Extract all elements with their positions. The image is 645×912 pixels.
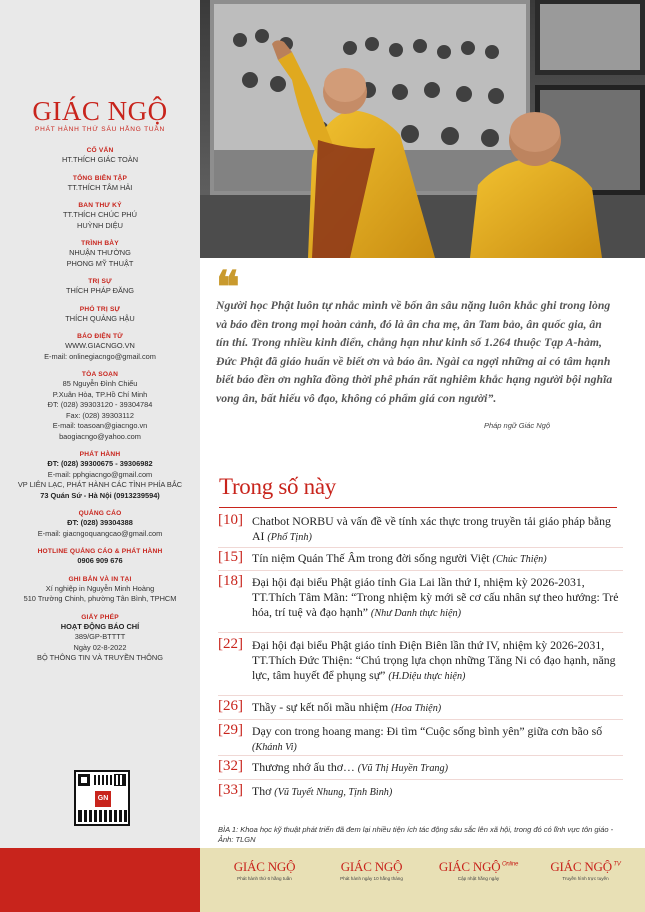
qr-logo: GN: [95, 791, 111, 807]
credit-section: [0, 509, 200, 539]
footer-brand-logo: [212, 859, 317, 875]
contents-entry-title: Thầy - sự kết nối mầu nhiệm: [252, 700, 392, 714]
contents-item[interactable]: [218, 636, 623, 696]
credit-heading: GHI BẢN VÀ IN TẠI: [68, 575, 132, 583]
contents-entry-author: (Vũ Tuyết Nhung, Tịnh Bình): [274, 787, 393, 798]
credit-line: BỘ THÔNG TIN VÀ TRUYỀN THÔNG: [37, 653, 163, 662]
contents-item[interactable]: [218, 549, 623, 571]
contents-page-number: [32]: [218, 758, 243, 774]
credit-heading: HOTLINE QUẢNG CÁO & PHÁT HÀNH: [37, 548, 163, 555]
credit-line: Ngày 02-8-2022: [73, 642, 127, 652]
credit-heading: BAN THƯ KÝ: [78, 202, 122, 209]
footer-brand-tagline: Truyền hình trực tuyến: [562, 876, 609, 881]
contents-divider: [219, 507, 617, 508]
credit-line: PHONG MỸ THUẬT: [66, 258, 134, 268]
contents-entry-title: Thương nhớ ấu thơ…: [252, 760, 358, 774]
contents-item[interactable]: [218, 758, 623, 780]
masthead-logo: GIÁC NGỘ: [32, 96, 168, 126]
footer-brand-tagline: Cập nhật hằng ngày: [457, 876, 500, 881]
credit-heading: TỔNG BIÊN TẬP: [72, 174, 128, 182]
credit-line: TT.THÍCH CHÚC PHÚ: [63, 210, 137, 219]
contents-entry-title: Thơ: [252, 784, 275, 798]
contents-entry: [252, 638, 622, 684]
contents-entry-author: (H.Diệu thực hiện): [388, 670, 466, 682]
contents-entry-author: (Phổ Tịnh): [267, 531, 312, 543]
contents-item[interactable]: [218, 782, 623, 800]
cover-photo: [200, 0, 645, 258]
contents-page-number: [22]: [218, 636, 243, 652]
credit-line: ĐT: (028) 39300675 - 39306982: [47, 459, 153, 468]
credit-section: [0, 613, 200, 664]
credit-section: [0, 239, 200, 269]
credit-section: [0, 174, 200, 194]
credit-section: [0, 201, 200, 231]
contents-entry: [252, 784, 622, 801]
contents-page-number: [18]: [218, 573, 243, 589]
contents-entry: [252, 724, 622, 756]
credit-heading: GIẤY PHÉP: [81, 613, 119, 621]
credit-line: HUỲNH DIỆU: [77, 220, 123, 230]
credit-section: [0, 305, 200, 325]
credit-heading: TÒA SOẠN: [81, 371, 119, 378]
contents-page-number: [26]: [218, 698, 243, 714]
credit-heading: CỐ VẤN: [86, 147, 114, 154]
credit-section: [0, 547, 200, 567]
footer-brand-logo: [319, 859, 424, 875]
footer-brand-suffix: TV: [611, 861, 621, 868]
quote-mark-icon: ❝: [216, 263, 240, 312]
qr-finder: [78, 774, 90, 786]
footer-brand-tagline: Phát hành ngày 10 hằng tháng: [340, 876, 403, 881]
credit-line[interactable]: baogiacngo@yahoo.com: [59, 431, 141, 441]
contents-entry-title: Tín niệm Quán Thế Âm trong đời sống người Việt: [252, 551, 493, 565]
footer-brand-name: GIÁC NGỘ: [340, 859, 403, 874]
credit-heading: TRÌNH BÀY: [81, 240, 119, 247]
footer-brand-name: GIÁC NGỘ: [550, 859, 612, 874]
contents-entry: [252, 551, 622, 568]
credit-line: ĐT: (028) 39304388: [67, 518, 133, 527]
quote-source: Pháp ngữ Giác Ngộ: [483, 421, 550, 430]
footer-brand-2[interactable]: [319, 859, 424, 881]
footer-brand-tagline: Phát hành thứ 6 hằng tuần: [237, 876, 292, 881]
credit-section: [0, 277, 200, 297]
credit-heading: QUẢNG CÁO: [78, 510, 122, 517]
footer-brand-3[interactable]: [426, 859, 531, 881]
credit-heading: PHÁT HÀNH: [79, 451, 121, 458]
footer-brand-name: GIÁC NGỘ: [233, 859, 296, 874]
credit-line: THÍCH PHÁP ĐĂNG: [65, 286, 135, 295]
contents-page-number: [15]: [218, 549, 243, 565]
contents-title: Trong số này: [219, 474, 336, 499]
masthead-credits: [0, 146, 200, 672]
contents-entry-title: Chatbot NORBU và vấn đề về tính xác thực trong truyền tải giáo pháp bằng AI: [252, 514, 611, 543]
contents-page-number: [29]: [218, 722, 243, 738]
credit-line: THÍCH QUẢNG HẬU: [65, 313, 135, 323]
credit-line: 389/GP-BTTTT: [74, 632, 126, 641]
credit-line: 85 Nguyễn Đình Chiểu: [62, 379, 138, 388]
contents-entry-title: Đại hội đại biểu Phật giáo tỉnh Gia Lai lần thứ I, nhiệm kỳ 2026-2031, TT.Thích Tâm Mãn: “Trong nhiệm kỳ mới sẽ cơ cấu nhân sự theo hướng: Trẻ hóa, trí tuệ và đạo hạnh”: [252, 575, 619, 619]
credit-line[interactable]: E-mail: onlinegiacngo@gmail.com: [44, 351, 156, 361]
credit-line[interactable]: E-mail: toasoan@giacngo.vn: [52, 421, 148, 430]
footer-brand-4[interactable]: [533, 859, 638, 881]
credit-line: 510 Trường Chinh, phường Tân Bình, TPHCM: [23, 594, 177, 603]
footer-brand-name: GIÁC NGỘ: [438, 859, 501, 874]
contents-entry-author: (Khánh Vi): [252, 741, 297, 753]
credit-section: [0, 575, 200, 605]
credit-section: [0, 450, 200, 501]
credit-heading: BÁO ĐIỆN TỬ: [77, 333, 123, 340]
credit-line: Fax: (028) 39303112: [65, 410, 135, 420]
credit-heading: TRỊ SỰ: [88, 278, 112, 285]
footer-brand-logo: [533, 859, 638, 875]
credit-line: TT.THÍCH TÂM HẢI: [67, 182, 133, 192]
contents-item[interactable]: [218, 573, 623, 633]
masthead-sidebar: [0, 0, 200, 848]
credit-section: [0, 146, 200, 166]
contents-page-number: [10]: [218, 512, 243, 528]
footer-accent-block: [0, 848, 200, 912]
contents-item[interactable]: [218, 698, 623, 720]
contents-entry: [252, 700, 622, 717]
credit-section: [0, 332, 200, 362]
credit-line: HOẠT ĐỘNG BÁO CHÍ: [60, 621, 140, 631]
credit-line[interactable]: E-mail: pphgiacngo@gmail.com: [47, 469, 153, 479]
credit-line: HT.THÍCH GIÁC TOÀN: [61, 155, 139, 164]
masthead-tagline: PHÁT HÀNH THỨ SÁU HẰNG TUẦN: [34, 126, 166, 133]
qr-pattern: [94, 775, 124, 785]
cover-caption: BÌA 1: Khoa học kỹ thuật phát triển đã đem lại nhiều tiện ích tác động sâu sắc lên xã hội, trong đó có lĩnh vực tôn giáo - Ảnh: TLGN: [218, 825, 614, 844]
credit-section: [0, 370, 200, 442]
footer-brand-suffix: Online: [500, 861, 519, 868]
credit-line: NHUẬN THƯỜNG: [69, 248, 131, 257]
credit-line[interactable]: E-mail: giacngoquangcao@gmail.com: [37, 528, 163, 538]
contents-entry-title: Dạy con trong hoang mang: Đi tìm “Cuộc sống bình yên” giữa cơn bão số: [252, 724, 603, 738]
cover-photo-illustration: [200, 0, 645, 258]
credit-line: VP LIÊN LẠC, PHÁT HÀNH CÁC TỈNH PHÍA BẮC: [17, 480, 183, 489]
contents-page-number: [33]: [218, 782, 243, 798]
contents-item[interactable]: [218, 512, 623, 548]
contents-entry-author: (Như Danh thực hiện): [370, 607, 461, 619]
credit-line: ĐT: (028) 39303120 - 39304784: [47, 400, 153, 409]
contents-entry-author: (Chúc Thiện): [492, 554, 547, 565]
editorial-quote: Người học Phật luôn tự nhắc mình về bốn ân sâu nặng luôn khắc ghi trong lòng và báo đền trong mọi hoàn cảnh, đó là ân cha mẹ, ân Tam bảo, ân quốc gia, ân tín thí. Trong nhiều kinh điển, chẳng hạn như kinh số 1.264 thuộc Tạp A-hàm, Đức Phật đã giáo huấn về biết ơn và báo ân. Ngài ca ngợi những ai có tâm hạnh biết báo đền ơn nghĩa đồng thời phê phán rất nghiêm khắc hạng người bội nghĩa vong ân, bất hiếu vô đạo, không có phẩm giá con người”.: [216, 299, 613, 405]
contents-item[interactable]: [218, 722, 623, 756]
qr-pattern: [79, 810, 127, 822]
credit-line: 73 Quán Sứ - Hà Nội (0913239594): [40, 490, 160, 500]
credit-line: P.Xuân Hòa, TP.Hồ Chí Minh: [52, 389, 148, 399]
contents-entry: [252, 514, 622, 546]
contents-entry-author: (Hoa Thiện): [391, 703, 442, 714]
footer-brand-logo: [426, 859, 531, 875]
credit-heading: PHÓ TRỊ SỰ: [79, 305, 121, 313]
contents-entry-author: (Vũ Thị Huyền Trang): [357, 763, 448, 774]
qr-code[interactable]: [74, 770, 130, 826]
contents-entry: [252, 575, 622, 621]
footer-brand-1[interactable]: [212, 859, 317, 881]
contents-entry-title: Đại hội đại biểu Phật giáo tỉnh Điện Biên lần thứ IV, nhiệm kỳ 2026-2031, TT.Thích Đức Thiện: “Chú trọng lựa chọn những Tăng Ni có đạo hạnh, năng lực, tâm huyết để phụng sự”: [252, 638, 616, 682]
credit-line: Xí nghiệp in Nguyễn Minh Hoàng: [45, 583, 155, 593]
contents-entry: [252, 760, 622, 777]
credit-line: 0906 909 676: [77, 556, 123, 565]
credit-line[interactable]: WWW.GIACNGO.VN: [65, 341, 135, 350]
